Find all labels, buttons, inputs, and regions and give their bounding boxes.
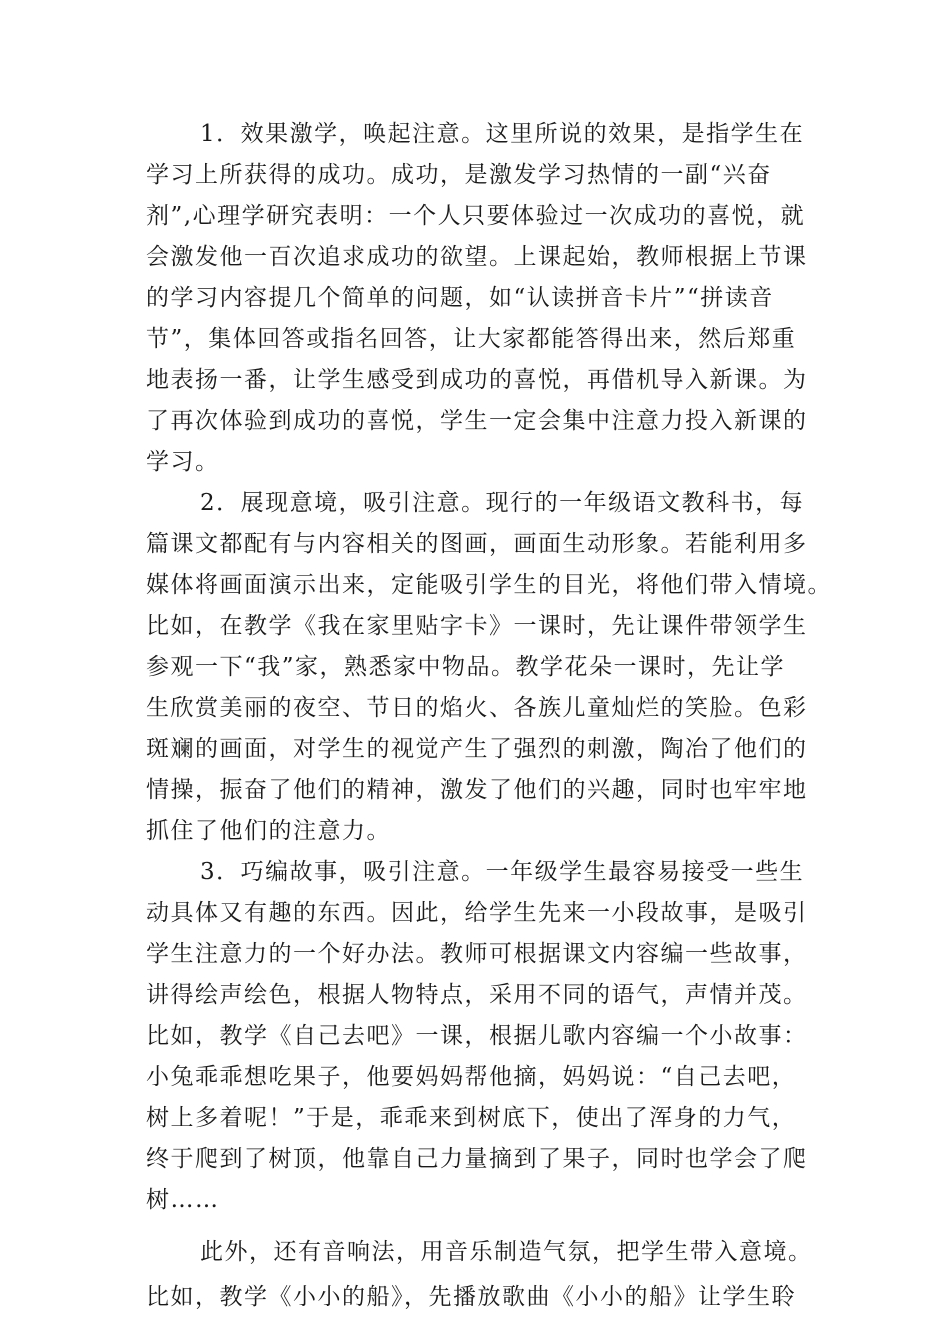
text-line: 会激发他一百次追求成功的欲望。上课起始，教师根据上节课 bbox=[146, 244, 808, 270]
text-line: 小兔乖乖想吃果子，他要妈妈帮他摘，妈妈说：“自己去吧， bbox=[146, 1064, 797, 1090]
text-line: 2．展现意境，吸引注意。现行的一年级语文教科书，每 bbox=[200, 490, 805, 516]
text-line: 树上多着呢！”于是，乖乖来到树底下，使出了浑身的力气， bbox=[146, 1105, 797, 1131]
text-line: 比如，教学《自己去吧》一课，根据儿歌内容编一个小故事： bbox=[146, 1023, 808, 1049]
text-line: 比如，在教学《我在家里贴字卡》一课时，先让课件带领学生 bbox=[146, 613, 808, 639]
text-line: 参观一下“我”家，熟悉家中物品。教学花朵一课时，先让学 bbox=[146, 654, 786, 680]
text-line: 抓住了他们的注意力。 bbox=[146, 818, 391, 844]
text-line: 篇课文都配有与内容相关的图画，画面生动形象。若能利用多 bbox=[146, 531, 808, 557]
text-line: 动具体又有趣的东西。因此，给学生先来一小段故事，是吸引 bbox=[146, 900, 808, 926]
text-line: 学生注意力的一个好办法。教师可根据课文内容编一些故事， bbox=[146, 941, 808, 967]
text-line: 的学习内容提几个简单的问题，如“认读拼音卡片”“拼读音 bbox=[146, 285, 774, 311]
text-line: 地表扬一番，让学生感受到成功的喜悦，再借机导入新课。为 bbox=[146, 367, 808, 393]
text-line: 剂”,心理学研究表明：一个人只要体验过一次成功的喜悦，就 bbox=[146, 203, 806, 229]
text-line: 学习上所获得的成功。成功，是激发学习热情的一副“兴奋 bbox=[146, 162, 772, 188]
text-line: 3．巧编故事，吸引注意。一年级学生最容易接受一些生 bbox=[200, 859, 805, 885]
text-line: 讲得绘声绘色，根据人物特点，采用不同的语气，声情并茂。 bbox=[146, 982, 808, 1008]
text-line: 节”，集体回答或指名回答，让大家都能答得出来，然后郑重 bbox=[146, 326, 797, 352]
text-line: 比如，教学《小小的船》，先播放歌曲《小小的船》让学生聆 bbox=[146, 1284, 796, 1310]
text-line: 斑斓的画面，对学生的视觉产生了强烈的刺激，陶冶了他们的 bbox=[146, 736, 808, 762]
text-line: 1．效果激学，唤起注意。这里所说的效果，是指学生在 bbox=[200, 121, 805, 147]
text-line: 树…… bbox=[146, 1187, 220, 1213]
text-line: 终于爬到了树顶，他靠自己力量摘到了果子，同时也学会了爬 bbox=[146, 1146, 808, 1172]
text-line: 学习。 bbox=[146, 449, 220, 475]
text-line: 情操，振奋了他们的精神，激发了他们的兴趣，同时也牢牢地 bbox=[146, 777, 808, 803]
text-line: 媒体将画面演示出来，定能吸引学生的目光，将他们带入情境。 bbox=[146, 572, 832, 598]
text-line: 了再次体验到成功的喜悦，学生一定会集中注意力投入新课的 bbox=[146, 408, 808, 434]
text-line: 此外，还有音响法，用音乐制造气氛，把学生带入意境。 bbox=[200, 1239, 813, 1265]
text-line: 生欣赏美丽的夜空、节日的焰火、各族儿童灿烂的笑脸。色彩 bbox=[146, 695, 808, 721]
